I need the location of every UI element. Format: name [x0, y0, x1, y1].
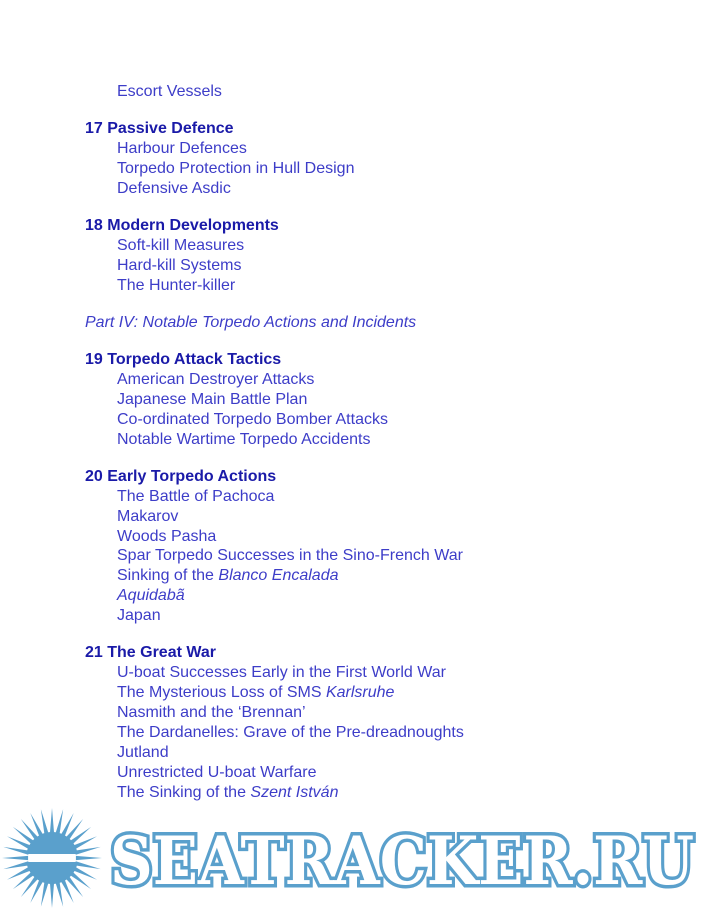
chapter-18-heading[interactable]: 18 Modern Developments — [85, 217, 279, 234]
sun-ray — [2, 856, 28, 860]
toc-link-escort-vessels[interactable]: Escort Vessels — [117, 83, 222, 100]
sun-ray — [50, 882, 54, 908]
watermark-text: SEATRACKER.RU — [110, 822, 694, 900]
sun-ray — [21, 875, 39, 897]
chapter-19-heading[interactable]: 19 Torpedo Attack Tactics — [85, 351, 282, 368]
sun-ray — [55, 809, 63, 835]
toc-link-battle-of-pachoca[interactable]: The Battle of Pachoca — [117, 488, 275, 505]
toc-link-aquidaba[interactable]: Aquidabã — [117, 587, 185, 604]
ship-name: Blanco Encalada — [218, 567, 339, 584]
seatracker-watermark — [0, 800, 704, 910]
toc-link-japan[interactable]: Japan — [117, 607, 161, 624]
sun-ray — [13, 827, 35, 845]
toc-text: The Mysterious Loss of SMS — [117, 684, 326, 701]
sun-ray — [50, 808, 54, 834]
ship-name: Karlsruhe — [325, 684, 395, 701]
toc-link-soft-kill[interactable]: Soft-kill Measures — [117, 237, 245, 254]
toc-text: The Sinking of the — [117, 784, 251, 801]
sun-ray — [69, 827, 91, 845]
toc-link-hunter-killer[interactable]: The Hunter-killer — [117, 277, 236, 294]
sun-ray — [65, 875, 83, 897]
sun-ray — [75, 861, 101, 869]
toc-link-hard-kill[interactable]: Hard-kill Systems — [117, 257, 242, 274]
sun-ray — [76, 856, 102, 860]
chapter-17-heading[interactable]: 17 Passive Defence — [85, 120, 234, 137]
sun-ray — [41, 881, 49, 907]
toc-link-torpedo-bomber[interactable]: Co-ordinated Torpedo Bomber Attacks — [117, 411, 388, 428]
toc-link-jutland[interactable]: Jutland — [117, 744, 169, 761]
chapter-21-heading[interactable]: 21 The Great War — [85, 644, 217, 661]
sun-ray — [75, 847, 101, 855]
part-4-heading[interactable]: Part IV: Notable Torpedo Actions and Incidents — [85, 314, 417, 331]
sun-ray — [69, 871, 91, 889]
sun-ray — [55, 881, 63, 907]
toc-link-makarov[interactable]: Makarov — [117, 508, 179, 525]
toc-link-wartime-accidents[interactable]: Notable Wartime Torpedo Accidents — [117, 431, 371, 448]
toc-link-japanese-battle-plan[interactable]: Japanese Main Battle Plan — [117, 391, 308, 408]
toc-link-spar-torpedo[interactable]: Spar Torpedo Successes in the Sino-French War — [117, 547, 463, 564]
toc-link-karlsruhe[interactable] — [117, 683, 394, 703]
toc-link-nasmith[interactable]: Nasmith and the ‘Brennan’ — [117, 704, 306, 721]
chapter-20-heading[interactable]: 20 Early Torpedo Actions — [85, 468, 277, 485]
toc-link-torpedo-protection[interactable]: Torpedo Protection in Hull Design — [117, 160, 355, 177]
sun-ray — [21, 819, 39, 841]
sun-ray — [65, 819, 83, 841]
sun-rays-logo-icon — [2, 808, 102, 908]
toc-link-defensive-asdic[interactable]: Defensive Asdic — [117, 180, 231, 197]
toc-link-unrestricted-warfare[interactable]: Unrestricted U-boat Warfare — [117, 764, 317, 781]
sun-ray — [41, 809, 49, 835]
sun-ray — [3, 861, 29, 869]
toc-link-blanco-encalada[interactable] — [117, 566, 339, 586]
sun-ray — [3, 847, 29, 855]
toc-link-american-destroyer[interactable]: American Destroyer Attacks — [117, 371, 315, 388]
toc-link-dardanelles[interactable]: The Dardanelles: Grave of the Pre-dreadnoughts — [117, 724, 464, 741]
toc-text: Sinking of the — [117, 567, 219, 584]
toc-link-harbour-defences[interactable]: Harbour Defences — [117, 140, 247, 157]
ship-name: Szent István — [250, 784, 339, 801]
sun-ray — [13, 871, 35, 889]
toc-link-woods-pasha[interactable]: Woods Pasha — [117, 528, 217, 545]
toc-link-uboat-early[interactable]: U-boat Successes Early in the First World War — [117, 664, 446, 681]
